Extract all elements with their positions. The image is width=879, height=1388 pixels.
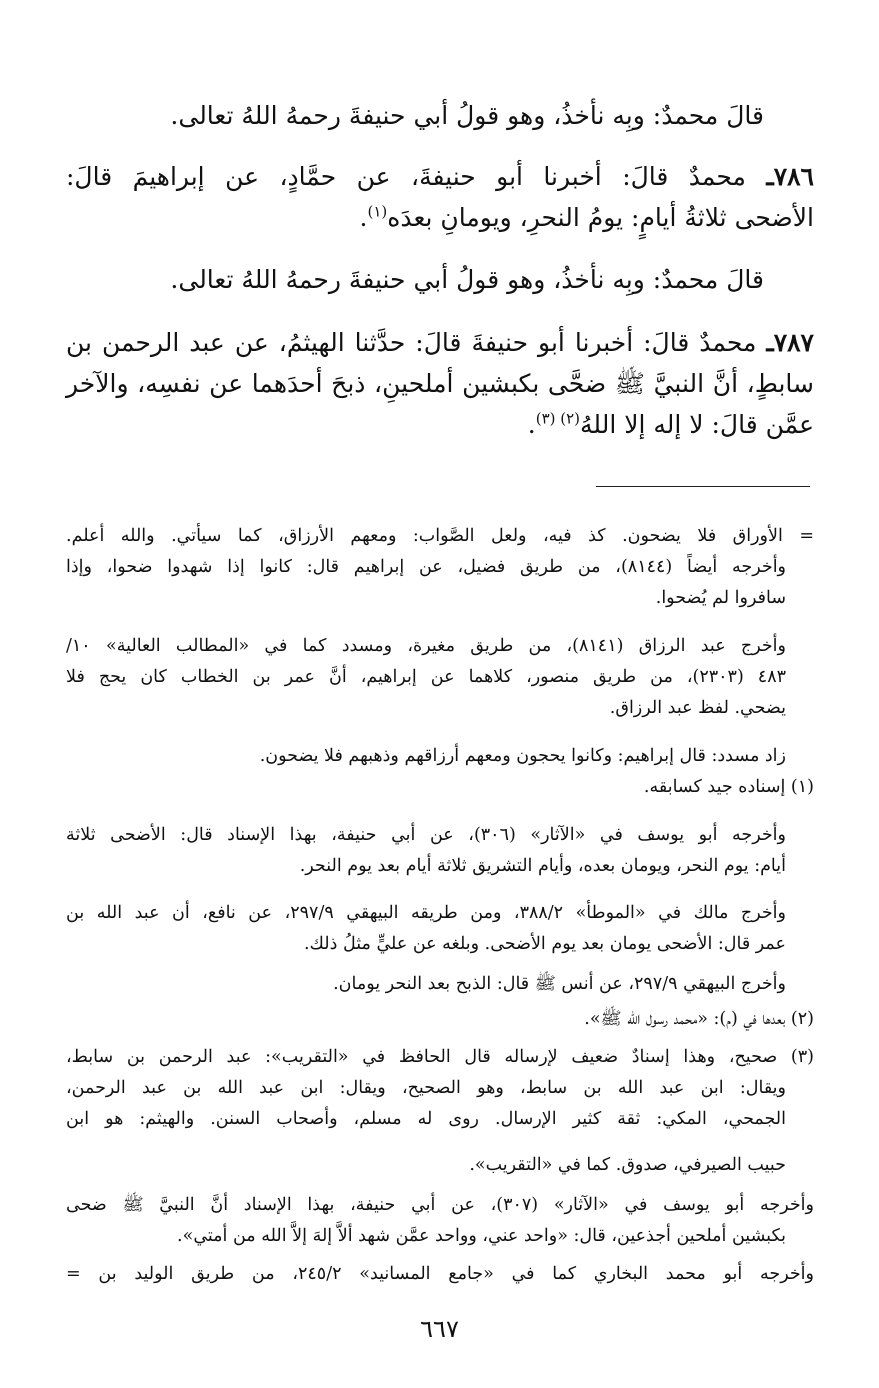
main-text: عمَّن قالَ: لا إله إلا اللهُ: [580, 410, 814, 439]
main-text: .: [527, 410, 536, 439]
footnote-line: = الأوراق فلا يضحون. كذ فيه، ولعل الصَّواب: ومعهم الأرزاق، كما سيأتي. والله أعلم.: [66, 526, 814, 546]
main-text: قالَ محمدٌ: وبِه نأخذُ، وهو قولُ أبي حنيفةَ رحمهُ اللهُ تعالى.: [170, 265, 764, 294]
footnote-line: الجمحي، المكي: ثقة كثير الإرسال. روى له مسلم، وأصحاب السنن. والهيثم: هو ابن: [66, 1109, 786, 1129]
footnote-line: وأخرج عبد الرزاق (٨١٤١)، من طريق مغيرة، ومسدد كما في «المطالب العالية» ١٠/: [66, 636, 786, 656]
main-text: محمدٌ قالَ: أخبرنا أبو حنيفةَ قالَ: حدَّثنا الهيثمُ، عن عبد الرحمن بن: [66, 328, 767, 357]
footnote-line: وأخرج مالك في «الموطأ» ٣٨٨/٢، ومن طريقه البيهقي ٢٩٧/٩، عن نافع، أن عبد الله بن: [66, 903, 786, 923]
footnote-line: وأخرجه أبو يوسف في «الآثار» (٣٠٧)، عن أبي حنيفة، بهذا الإسناد أنَّ النبيَّ ﷺ ضحى: [66, 1195, 814, 1215]
footnote-line: عمر قال: الأضحى يومان بعد يوم الأضحى. وبلغه عن عليٍّ مثلُ ذلك.: [303, 934, 786, 954]
footnote-ref: (١): [367, 202, 388, 221]
hadith-number-787: ٧٨٧ـ: [766, 328, 814, 357]
main-line-2: [66, 157, 814, 197]
footnote-line: وأخرجه أيضاً (٨١٤٤)، من طريق فضيل، عن إبراهيم قال: كانوا إذا شهدوا ضحوا، وإذا: [66, 557, 787, 577]
footnote-line: (٢) بعدها في (م): «محمد رسول الله ﷺ».: [584, 1009, 814, 1029]
footnote-line: حبيب الصيرفي، صدوق. كما في «التقريب».: [469, 1155, 786, 1175]
footnote-line: ويقال: ابن عبد الله بن سابط، وهو الصحيح، ويقال: ابن عبد الله بن عبد الرحمن،: [66, 1078, 786, 1098]
hadith-number-786: ٧٨٦ـ: [766, 162, 814, 191]
main-line-4: [66, 260, 814, 300]
footnote-line: بكبشين أملحين أجذعين، قال: «واحد عني، وواحد عمَّن شهد ألاَّ إلهَ إلاَّ الله من أمتي».: [177, 1226, 786, 1246]
main-line-5: [66, 323, 814, 363]
page-number: ٦٦٧: [420, 1315, 459, 1343]
main-line-6: [66, 364, 814, 404]
footnote-line: ٤٨٣ (٢٣٠٣)، من طريق منصور، كلاهما عن إبراهيم، أنَّ عمر بن الخطاب كان يحج فلا: [66, 667, 786, 687]
main-text: سابطٍ، أنَّ النبيَّ ﷺ ضحَّى بكبشين أملحينِ، ذبحَ أحدَهما عن نفسِه، والآخر: [66, 369, 814, 398]
footnote-line: (١) إسناده جيد كسابقه.: [643, 777, 814, 797]
footnote-line: وأخرجه أبو يوسف في «الآثار» (٣٠٦)، عن أبي حنيفة، بهذا الإسناد قال: الأضحى ثلاثة: [66, 825, 786, 845]
footnote-ref: (٢) (٣): [535, 409, 581, 428]
main-text: قالَ محمدٌ: وبِه نأخذُ، وهو قولُ أبي حنيفةَ رحمهُ اللهُ تعالى.: [170, 101, 764, 130]
main-text: .: [359, 203, 368, 232]
footnote-line: سافروا لم يُضحوا.: [655, 588, 786, 608]
footnote-line: أيام: يوم النحر، ويومان بعده، وأيام التشريق ثلاثة أيام بعد يوم النحر.: [299, 856, 786, 876]
main-line-3: [66, 198, 814, 238]
main-line-1: [66, 96, 814, 136]
footnote-line: وأخرج البيهقي ٢٩٧/٩، عن أنس ﷺ قال: الذبح بعد النحر يومان.: [333, 974, 786, 994]
footnote-line: (٣) صحيح، وهذا إسنادٌ ضعيف لإرساله قال الحافظ في «التقريب»: عبد الرحمن بن سابط،: [66, 1047, 814, 1067]
main-text: الأضحى ثلاثةُ أيامٍ: يومُ النحرِ، ويومانِ بعدَه: [387, 203, 814, 232]
footnote-separator: [596, 486, 810, 487]
main-line-7: [66, 405, 814, 445]
footnote-line: يضحي. لفظ عبد الرزاق.: [609, 698, 786, 718]
main-text: محمدٌ قالَ: أخبرنا أبو حنيفةَ، عن حمَّادٍ، عن إبراهيمَ قالَ:: [66, 162, 767, 191]
footnote-line: زاد مسدد: قال إبراهيم: وكانوا يحجون ومعهم أرزاقهم وذهبهم فلا يضحون.: [259, 746, 786, 766]
footnote-line: وأخرجه أبو محمد البخاري كما في «جامع المسانيد» ٢٤٥/٢، من طريق الوليد بن =: [66, 1264, 814, 1284]
